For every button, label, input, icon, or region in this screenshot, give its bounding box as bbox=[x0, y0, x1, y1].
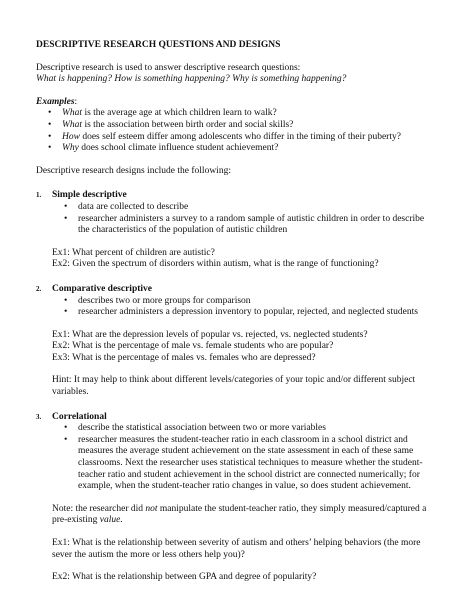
page-title: DESCRIPTIVE RESEARCH QUESTIONS AND DESIGNS bbox=[36, 40, 281, 50]
bullet-icon: • bbox=[48, 131, 52, 142]
example-lead: What bbox=[62, 108, 83, 119]
note-text bbox=[52, 504, 438, 527]
examples-heading bbox=[36, 97, 438, 109]
bullet-text: describe the statistical association between two or more variables bbox=[78, 423, 326, 434]
example-question: Ex1: What are the depression levels of popular vs. rejected, vs. neglected students? bbox=[52, 329, 368, 340]
note-part: Note: the researcher did bbox=[52, 503, 146, 514]
section-number: 2. bbox=[36, 284, 42, 293]
section-bullets bbox=[52, 202, 438, 237]
list-item bbox=[48, 143, 438, 155]
section-heading-correlational bbox=[36, 412, 438, 424]
hint-text: Hint: It may help to think about different levels/categories of your topic and/or different subject variables. bbox=[52, 375, 416, 398]
list-item bbox=[64, 201, 438, 214]
example-lead: What bbox=[62, 119, 83, 130]
section-bullets bbox=[52, 423, 438, 493]
example-question: Ex1: What is the relationship between severity of autism and others’ helping behaviors (the more sever the autism the more or less others help you)? bbox=[52, 538, 421, 560]
bullet-icon: • bbox=[48, 143, 52, 154]
bullet-text: data are collected to describe bbox=[78, 201, 189, 212]
intro-text: Descriptive research is used to answer descriptive research questions: bbox=[36, 62, 301, 73]
example-lead: How bbox=[62, 131, 80, 142]
list-item bbox=[48, 119, 438, 132]
list-item bbox=[64, 295, 438, 308]
list-item bbox=[64, 434, 438, 493]
designs-intro: Descriptive research designs include the following: bbox=[36, 165, 231, 176]
list-item bbox=[64, 213, 438, 237]
section-heading-comparative-descriptive bbox=[36, 284, 438, 296]
section-heading-simple-descriptive bbox=[36, 190, 438, 202]
section-title: Comparative descriptive bbox=[52, 283, 152, 294]
intro-questions: What is happening? How is something happening? Why is something happening? bbox=[36, 74, 347, 85]
section-bullets bbox=[52, 296, 438, 319]
example-text: is the average age at which children learn to walk? bbox=[82, 108, 277, 119]
example-question: Ex1: What percent of children are autistic? bbox=[52, 247, 215, 258]
note-emphasis: value. bbox=[99, 515, 123, 526]
section-title: Correlational bbox=[52, 411, 107, 422]
bullet-icon: • bbox=[64, 201, 68, 212]
section-number: 3. bbox=[36, 412, 42, 421]
bullet-icon: • bbox=[48, 119, 52, 130]
bullet-icon: • bbox=[64, 307, 68, 318]
list-item bbox=[48, 108, 438, 120]
bullet-icon: • bbox=[64, 423, 68, 434]
section-number: 1. bbox=[36, 191, 42, 200]
example-text: does school climate influence student achievement? bbox=[78, 143, 279, 154]
example-question: Ex3: What is the percentage of males vs. females who are depressed? bbox=[52, 352, 316, 363]
example-text: is the association between birth order and social skills? bbox=[82, 119, 294, 130]
bullet-text: describes two or more groups for comparison bbox=[78, 295, 251, 306]
section-title: Simple descriptive bbox=[52, 190, 127, 201]
note-part: manipulate the student-teacher ratio, they simply measured/captured a pre-existing bbox=[52, 503, 427, 526]
bullet-icon: • bbox=[64, 295, 68, 306]
bullet-text: researcher administers a survey to a random sample of autistic children in order to describe the characteristics of the population of autistic children bbox=[78, 213, 425, 236]
bullet-text: researcher measures the student-teacher ratio in each classroom in a school district and measures the average student achievement on the state assessment in each of these same classrooms. Next the researcher uses statistical techniques to measure whether the student-teacher ratio and student achievement in the school district are connected numerically; for example, when the student-teacher ratio changes in value, so does student achievement. bbox=[78, 434, 423, 492]
bullet-icon: • bbox=[64, 213, 68, 224]
bullet-icon: • bbox=[48, 108, 52, 119]
bullet-text: researcher administers a depression inventory to popular, rejected, and neglected students bbox=[78, 307, 418, 318]
list-item bbox=[64, 307, 438, 319]
bullet-icon: • bbox=[64, 434, 68, 445]
examples-list bbox=[36, 108, 438, 154]
note-emphasis: not bbox=[145, 503, 158, 514]
examples-label: Examples bbox=[36, 96, 75, 107]
example-lead: Why bbox=[62, 143, 79, 154]
list-item bbox=[64, 423, 438, 435]
example-question: Ex2: What is the percentage of male vs. female students who are popular? bbox=[52, 341, 334, 352]
example-question: Ex2: Given the spectrum of disorders within autism, what is the range of functioning? bbox=[52, 259, 379, 270]
examples-colon: : bbox=[74, 96, 78, 107]
list-item bbox=[48, 131, 438, 144]
example-text: does self esteem differ among adolescents who differ in the timing of their puberty? bbox=[79, 131, 401, 142]
example-question: Ex2: What is the relationship between GPA and degree of popularity? bbox=[52, 572, 317, 583]
